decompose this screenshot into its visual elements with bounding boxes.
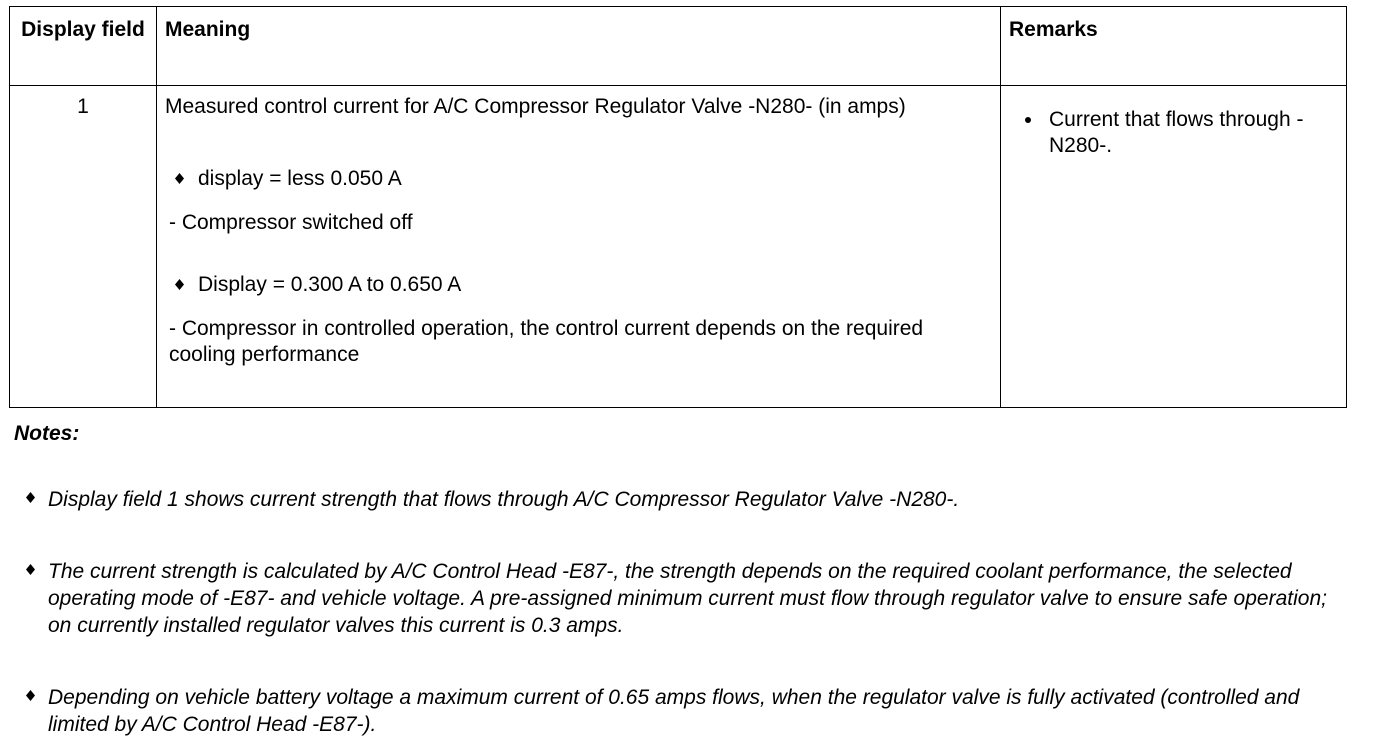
meaning-intro: Measured control current for A/C Compressor Regulator Valve -N280- (in amps) (165, 95, 906, 118)
dot-bullet-icon (1025, 117, 1031, 123)
diamond-bullet-icon (175, 173, 184, 184)
table-row (10, 86, 1347, 408)
meaning-description: - Compressor in controlled operation, the control current depends on the required cooling performance (169, 317, 924, 366)
meaning-description: - Compressor switched off (169, 211, 413, 234)
bullet-text: Display = 0.300 A to 0.650 A (198, 273, 462, 296)
diamond-bullet-icon (26, 690, 35, 701)
diamond-bullet-icon (26, 492, 35, 503)
bullet-text: display = less 0.050 A (198, 167, 402, 190)
note-text: Display field 1 shows current strength that flows through A/C Compressor Regulator Valve -N280-. (48, 488, 960, 511)
note-item (0, 486, 1376, 513)
header-meaning: Meaning (157, 7, 1001, 86)
remark-item (1001, 107, 1346, 159)
notes-title: Notes: (14, 422, 80, 445)
note-item (0, 684, 1376, 738)
remark-text: Current that flows through -N280-. (1049, 108, 1304, 157)
table-header-row (10, 7, 1347, 86)
note-text: The current strength is calculated by A/C Control Head -E87-, the strength depends on the required coolant performance, the selected operating mode of -E87- and vehicle voltage. A pre-assigned minimum current must flow through regulator valve to ensure safe operation; on currently installed regulator valves this current is 0.3 amps. (48, 560, 1327, 637)
meaning-bullet (165, 272, 980, 298)
diamond-bullet-icon (26, 564, 35, 575)
field-number: 1 (10, 86, 157, 408)
diamond-bullet-icon (175, 279, 184, 290)
remarks-cell (1001, 86, 1347, 408)
note-text: Depending on vehicle battery voltage a maximum current of 0.65 amps flows, when the regulator valve is fully activated (controlled and limited by A/C Control Head -E87-). (48, 686, 1300, 736)
meaning-bullet (165, 166, 980, 192)
notes-list (0, 486, 1376, 738)
header-remarks: Remarks (1001, 7, 1347, 86)
display-field-table (9, 6, 1347, 408)
note-item (0, 558, 1376, 639)
meaning-cell (157, 86, 1001, 408)
header-display-field: Display field (10, 7, 157, 86)
